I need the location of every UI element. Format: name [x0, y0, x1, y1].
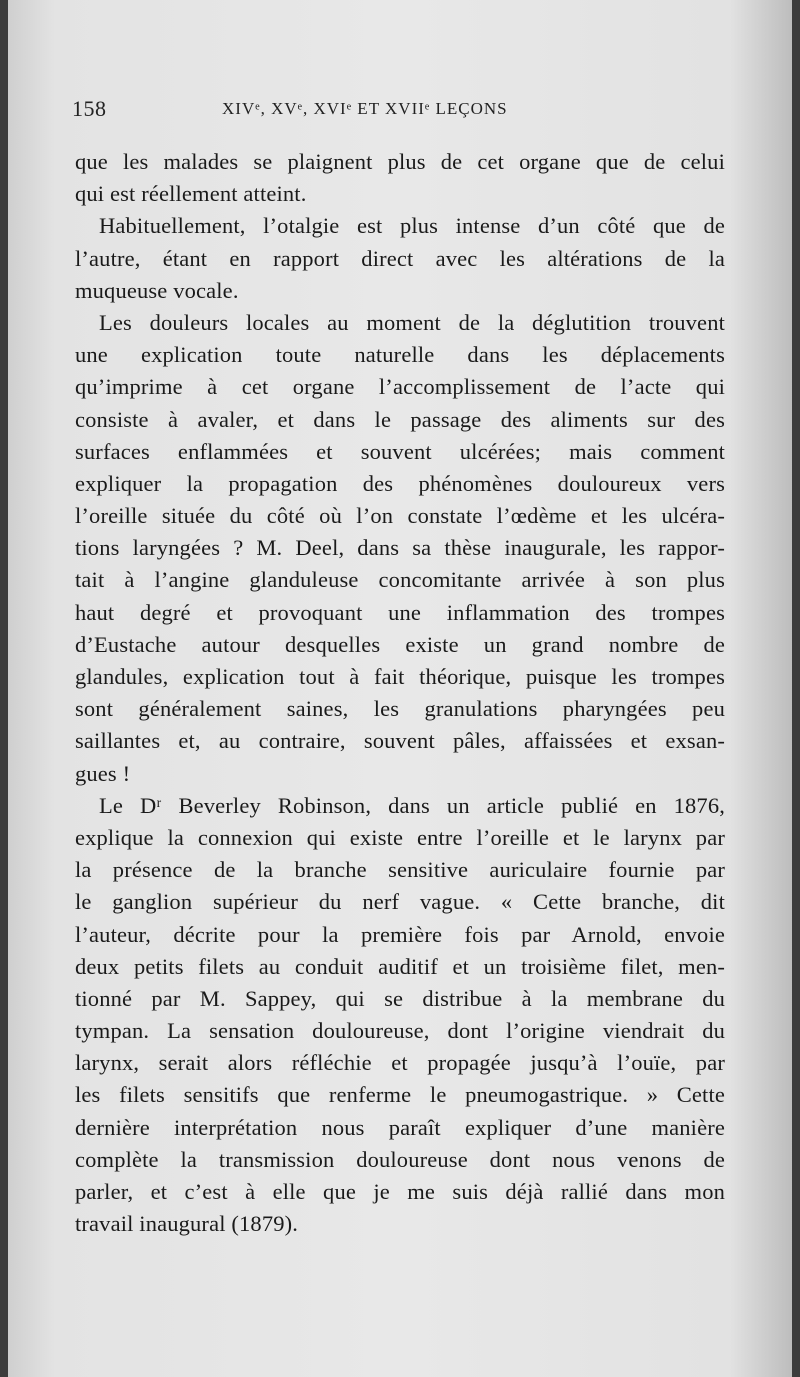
text-line: deux petits filets au conduit auditif et un troisième filet, men- [75, 953, 725, 979]
text-line: Les douleurs locales au moment de la déglutition trouvent [99, 309, 725, 335]
text-line: Le Dʳ Beverley Robinson, dans un article publié en 1876, [99, 792, 725, 818]
text-line: explique la connexion qui existe entre l’oreille et le larynx par [75, 824, 725, 850]
text-line: glandules, explication tout à fait théorique, puisque les trompes [75, 664, 725, 689]
text-line: qui est réellement atteint. [75, 181, 307, 207]
text-line: le ganglion supérieur du nerf vague. « Cette branche, dit [75, 889, 725, 915]
text-line: surfaces enflammées et souvent ulcérées; mais comment [75, 438, 725, 464]
running-head: XIVᵉ, XVᵉ, XVIᵉ ET XVIIᵉ LEÇONS [222, 99, 508, 118]
text-line: saillantes et, au contraire, souvent pâles, affaissées et exsan- [75, 728, 725, 754]
text-line: parler, et c’est à elle que je me suis déjà rallié dans mon [75, 1179, 725, 1204]
text-line: expliquer la propagation des phénomènes douloureux vers [75, 470, 725, 496]
text-line: complète la transmission douloureuse dont nous venons de [75, 1146, 725, 1172]
text-line: gues ! [75, 760, 131, 786]
text-line: consiste à avaler, et dans le passage des aliments sur des [75, 406, 725, 432]
page-header [72, 96, 722, 126]
text-line: muqueuse vocale. [75, 277, 239, 303]
page-number: 158 [72, 96, 107, 121]
text-line: l’autre, étant en rapport direct avec les altérations de la [75, 245, 725, 271]
text-line: la présence de la branche sensitive auriculaire fournie par [75, 857, 725, 883]
text-line: une explication toute naturelle dans les déplacements [75, 342, 725, 368]
text-line: qu’imprime à cet organe l’accomplissement de l’acte qui [75, 374, 725, 400]
text-line: travail inaugural (1879). [75, 1211, 299, 1237]
text-line: tions laryngées ? M. Deel, dans sa thèse inaugurale, les rappor- [75, 535, 725, 561]
text-line: tympan. La sensation douloureuse, dont l’origine viendrait du [75, 1018, 725, 1044]
text-line: l’auteur, décrite pour la première fois par Arnold, envoie [75, 921, 725, 947]
text-line: tionné par M. Sappey, qui se distribue à la membrane du [75, 985, 725, 1011]
text-line: haut degré et provoquant une inflammation des trompes [75, 599, 725, 625]
text-line: dernière interprétation nous paraît expliquer d’une manière [75, 1114, 725, 1140]
text-line: les filets sensitifs que renferme le pneumogastrique. » Cette [75, 1082, 725, 1108]
text-line: sont généralement saines, les granulations pharyngées peu [75, 696, 725, 722]
text-line: tait à l’angine glanduleuse concomitante arrivée à son plus [75, 567, 725, 593]
book-page [8, 0, 792, 1377]
text-line: l’oreille située du côté où l’on constate l’œdème et les ulcéra- [75, 503, 725, 529]
body-text [75, 146, 725, 1240]
text-line: Habituellement, l’otalgie est plus intense d’un côté que de [99, 213, 725, 239]
text-line: d’Eustache autour desquelles existe un grand nombre de [75, 631, 725, 657]
text-line: que les malades se plaignent plus de cet organe que de celui [75, 149, 725, 174]
text-line: larynx, serait alors réfléchie et propagée jusqu’à l’ouïe, par [75, 1050, 725, 1076]
